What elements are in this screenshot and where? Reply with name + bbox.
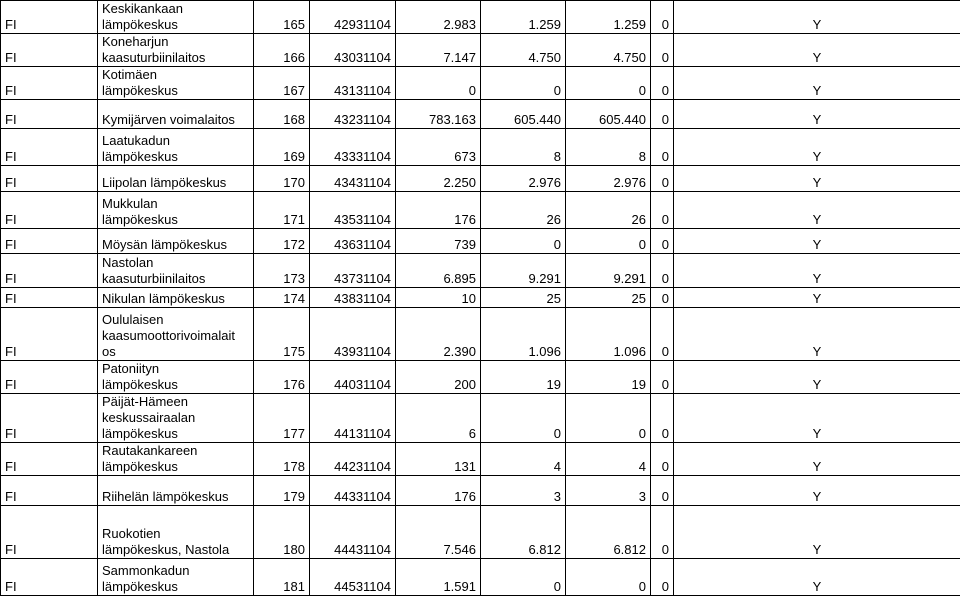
row-number-cell: 168: [254, 100, 310, 129]
value4-cell: 0: [651, 1, 674, 34]
value2-cell: 1.096: [481, 308, 566, 361]
value4-cell: 0: [651, 506, 674, 559]
table-row: [1, 100, 960, 129]
plant-name-cell: Mukkulan lämpökeskus: [98, 192, 254, 229]
table-row: [1, 254, 960, 288]
table-row: [1, 361, 960, 394]
row-number-cell: 178: [254, 443, 310, 476]
plant-name-cell: Sammonkadun lämpökeskus: [98, 559, 254, 596]
flag-cell: Y: [674, 34, 960, 67]
value1-cell: 7.147: [396, 34, 481, 67]
plant-code-cell: 43531104: [310, 192, 396, 229]
plant-name-cell: Koneharjun kaasuturbiinilaitos: [98, 34, 254, 67]
value2-cell: 2.976: [481, 166, 566, 192]
plant-name-cell: Kotimäen lämpökeskus: [98, 67, 254, 100]
value1-cell: 131: [396, 443, 481, 476]
flag-cell: Y: [674, 229, 960, 254]
flag-cell: Y: [674, 394, 960, 443]
value4-cell: 0: [651, 361, 674, 394]
value4-cell: 0: [651, 394, 674, 443]
row-number-cell: 171: [254, 192, 310, 229]
plant-name-cell: Liipolan lämpökeskus: [98, 166, 254, 192]
value3-cell: 0: [566, 229, 651, 254]
row-number-cell: 172: [254, 229, 310, 254]
value1-cell: 6.895: [396, 254, 481, 288]
value1-cell: 176: [396, 192, 481, 229]
row-number-cell: 180: [254, 506, 310, 559]
plant-code-cell: 43131104: [310, 67, 396, 100]
country-cell: FI: [1, 34, 98, 67]
flag-cell: Y: [674, 192, 960, 229]
value4-cell: 0: [651, 288, 674, 308]
table-row: [1, 129, 960, 166]
flag-cell: Y: [674, 166, 960, 192]
value4-cell: 0: [651, 254, 674, 288]
row-number-cell: 177: [254, 394, 310, 443]
value1-cell: 10: [396, 288, 481, 308]
row-number-cell: 169: [254, 129, 310, 166]
flag-cell: Y: [674, 67, 960, 100]
table-row: [1, 67, 960, 100]
row-number-cell: 176: [254, 361, 310, 394]
value2-cell: 19: [481, 361, 566, 394]
value4-cell: 0: [651, 129, 674, 166]
table-row: [1, 34, 960, 67]
value4-cell: 0: [651, 166, 674, 192]
flag-cell: Y: [674, 100, 960, 129]
flag-cell: Y: [674, 254, 960, 288]
value3-cell: 1.096: [566, 308, 651, 361]
plant-code-cell: 44131104: [310, 394, 396, 443]
value4-cell: 0: [651, 308, 674, 361]
country-cell: FI: [1, 361, 98, 394]
plant-code-cell: 44231104: [310, 443, 396, 476]
country-cell: FI: [1, 308, 98, 361]
value4-cell: 0: [651, 559, 674, 596]
value3-cell: 605.440: [566, 100, 651, 129]
value2-cell: 0: [481, 559, 566, 596]
table-row: [1, 443, 960, 476]
value1-cell: 783.163: [396, 100, 481, 129]
flag-cell: Y: [674, 506, 960, 559]
table-row: [1, 1, 960, 34]
table-row: [1, 506, 960, 559]
value1-cell: 739: [396, 229, 481, 254]
row-number-cell: 173: [254, 254, 310, 288]
value1-cell: 0: [396, 67, 481, 100]
value4-cell: 0: [651, 229, 674, 254]
row-number-cell: 179: [254, 476, 310, 506]
value3-cell: 19: [566, 361, 651, 394]
plant-code-cell: 42931104: [310, 1, 396, 34]
value1-cell: 7.546: [396, 506, 481, 559]
flag-cell: Y: [674, 288, 960, 308]
table-row: [1, 192, 960, 229]
value3-cell: 25: [566, 288, 651, 308]
country-cell: FI: [1, 229, 98, 254]
value3-cell: 0: [566, 67, 651, 100]
plant-table-body: [1, 1, 960, 596]
value2-cell: 0: [481, 67, 566, 100]
value2-cell: 25: [481, 288, 566, 308]
flag-cell: Y: [674, 308, 960, 361]
flag-cell: Y: [674, 129, 960, 166]
plant-name-cell: Päijät-Hämeen keskussairaalan lämpökeskus: [98, 394, 254, 443]
table-row: [1, 394, 960, 443]
plant-name-cell: Nastolan kaasuturbiinilaitos: [98, 254, 254, 288]
table-row: [1, 559, 960, 596]
value4-cell: 0: [651, 67, 674, 100]
table-row: [1, 229, 960, 254]
plant-code-cell: 43731104: [310, 254, 396, 288]
value1-cell: 2.250: [396, 166, 481, 192]
value3-cell: 6.812: [566, 506, 651, 559]
plant-code-cell: 43631104: [310, 229, 396, 254]
row-number-cell: 175: [254, 308, 310, 361]
country-cell: FI: [1, 1, 98, 34]
plant-code-cell: 44331104: [310, 476, 396, 506]
country-cell: FI: [1, 192, 98, 229]
value2-cell: 8: [481, 129, 566, 166]
value3-cell: 8: [566, 129, 651, 166]
value2-cell: 605.440: [481, 100, 566, 129]
plant-name-cell: Nikulan lämpökeskus: [98, 288, 254, 308]
flag-cell: Y: [674, 443, 960, 476]
row-number-cell: 170: [254, 166, 310, 192]
value2-cell: 3: [481, 476, 566, 506]
value1-cell: 1.591: [396, 559, 481, 596]
value3-cell: 9.291: [566, 254, 651, 288]
value3-cell: 0: [566, 559, 651, 596]
value1-cell: 200: [396, 361, 481, 394]
plant-code-cell: 44031104: [310, 361, 396, 394]
plant-name-cell: Oululaisen kaasumoottorivoimalait os: [98, 308, 254, 361]
country-cell: FI: [1, 506, 98, 559]
value4-cell: 0: [651, 34, 674, 67]
value1-cell: 673: [396, 129, 481, 166]
country-cell: FI: [1, 394, 98, 443]
value3-cell: 0: [566, 394, 651, 443]
value2-cell: 4.750: [481, 34, 566, 67]
plant-code-cell: 43831104: [310, 288, 396, 308]
value2-cell: 26: [481, 192, 566, 229]
value4-cell: 0: [651, 443, 674, 476]
plant-code-cell: 44431104: [310, 506, 396, 559]
value4-cell: 0: [651, 192, 674, 229]
row-number-cell: 165: [254, 1, 310, 34]
plant-code-cell: 43331104: [310, 129, 396, 166]
plant-name-cell: Keskikankaan lämpökeskus: [98, 1, 254, 34]
plant-code-cell: 43031104: [310, 34, 396, 67]
table-row: [1, 288, 960, 308]
plant-code-cell: 43231104: [310, 100, 396, 129]
flag-cell: Y: [674, 559, 960, 596]
row-number-cell: 166: [254, 34, 310, 67]
value4-cell: 0: [651, 100, 674, 129]
country-cell: FI: [1, 67, 98, 100]
flag-cell: Y: [674, 1, 960, 34]
value4-cell: 0: [651, 476, 674, 506]
country-cell: FI: [1, 476, 98, 506]
flag-cell: Y: [674, 476, 960, 506]
value1-cell: 2.390: [396, 308, 481, 361]
value3-cell: 4.750: [566, 34, 651, 67]
plant-name-cell: Riihelän lämpökeskus: [98, 476, 254, 506]
value2-cell: 6.812: [481, 506, 566, 559]
value2-cell: 0: [481, 394, 566, 443]
country-cell: FI: [1, 443, 98, 476]
value2-cell: 4: [481, 443, 566, 476]
value2-cell: 1.259: [481, 1, 566, 34]
value3-cell: 26: [566, 192, 651, 229]
flag-cell: Y: [674, 361, 960, 394]
value1-cell: 176: [396, 476, 481, 506]
row-number-cell: 167: [254, 67, 310, 100]
plant-code-cell: 43431104: [310, 166, 396, 192]
value1-cell: 6: [396, 394, 481, 443]
country-cell: FI: [1, 129, 98, 166]
value1-cell: 2.983: [396, 1, 481, 34]
country-cell: FI: [1, 559, 98, 596]
row-number-cell: 174: [254, 288, 310, 308]
value2-cell: 0: [481, 229, 566, 254]
table-row: [1, 166, 960, 192]
value3-cell: 4: [566, 443, 651, 476]
value2-cell: 9.291: [481, 254, 566, 288]
plant-name-cell: Möysän lämpökeskus: [98, 229, 254, 254]
country-cell: FI: [1, 288, 98, 308]
row-number-cell: 181: [254, 559, 310, 596]
value3-cell: 1.259: [566, 1, 651, 34]
plant-name-cell: Laatukadun lämpökeskus: [98, 129, 254, 166]
value3-cell: 2.976: [566, 166, 651, 192]
country-cell: FI: [1, 166, 98, 192]
plant-name-cell: Kymijärven voimalaitos: [98, 100, 254, 129]
value3-cell: 3: [566, 476, 651, 506]
plant-code-cell: 43931104: [310, 308, 396, 361]
table-row: [1, 308, 960, 361]
country-cell: FI: [1, 100, 98, 129]
plant-name-cell: Rautakankareen lämpökeskus: [98, 443, 254, 476]
plant-name-cell: Patoniityn lämpökeskus: [98, 361, 254, 394]
plant-code-cell: 44531104: [310, 559, 396, 596]
plant-name-cell: Ruokotien lämpökeskus, Nastola: [98, 506, 254, 559]
table-row: [1, 476, 960, 506]
country-cell: FI: [1, 254, 98, 288]
